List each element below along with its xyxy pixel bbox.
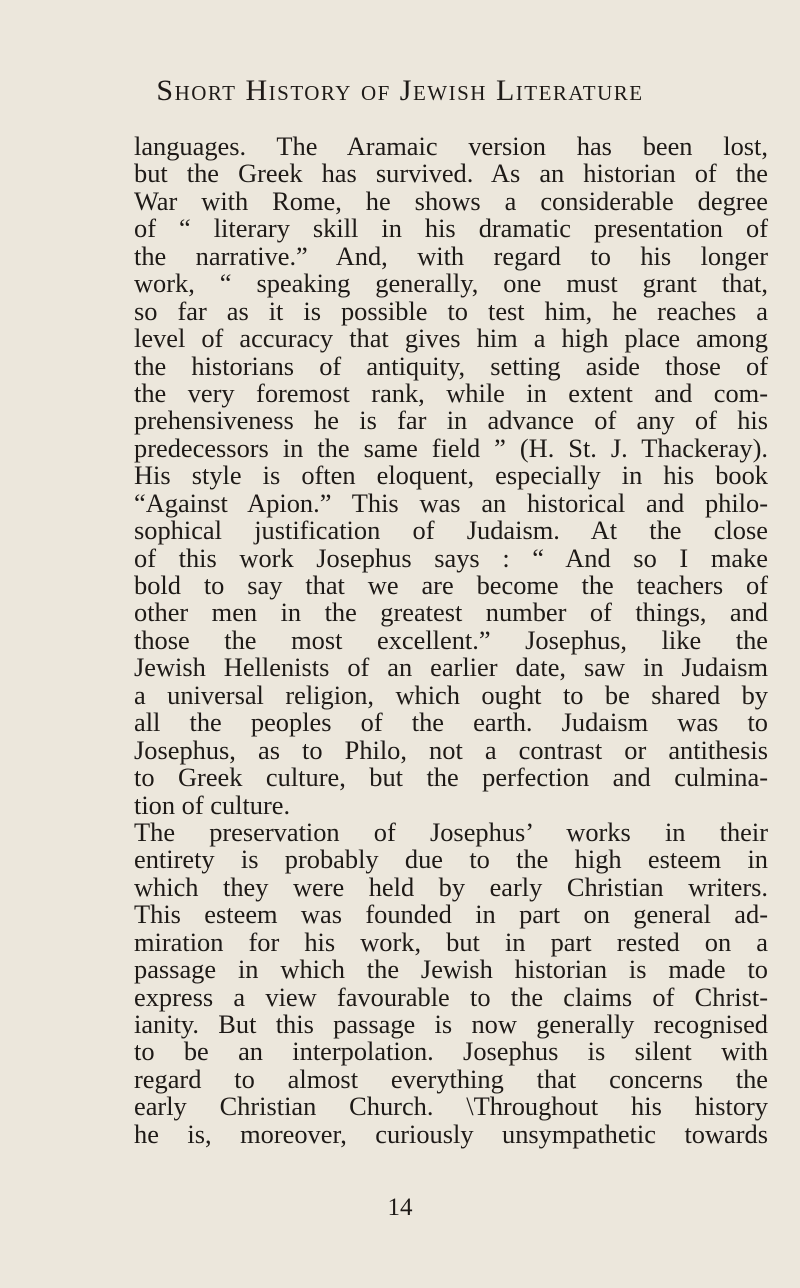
text-line: of this work Josephus says : “ And so I make xyxy=(134,542,768,573)
text-line: work, “ speaking generally, one must grant that, xyxy=(134,268,768,299)
text-line: prehensiveness he is far in advance of any of his xyxy=(134,405,768,436)
text-line: other men in the greatest number of things, and xyxy=(134,597,768,628)
text-line: predecessors in the same field ” (H. St. J. Thackeray). xyxy=(134,432,768,463)
text-line: a universal religion, which ought to be shared by xyxy=(134,679,768,710)
text-line: tion of culture. xyxy=(134,789,291,820)
text-line: the historians of antiquity, setting aside those of xyxy=(134,350,768,381)
body-text xyxy=(134,133,768,1148)
text-line: sophical justification of Judaism. At the close xyxy=(134,515,768,546)
text-line: all the peoples of the earth. Judaism was to xyxy=(134,707,768,738)
text-line: he is, moreover, curiously unsympathetic towards xyxy=(134,1118,768,1149)
text-line: to be an interpolation. Josephus is silent with xyxy=(134,1036,768,1067)
text-line: which they were held by early Christian writers. xyxy=(134,871,768,902)
text-line: Josephus, as to Philo, not a contrast or antithesis xyxy=(134,734,768,765)
text-line: languages. The Aramaic version has been lost, xyxy=(134,131,768,161)
text-line: entirety is probably due to the high esteem in xyxy=(134,844,768,875)
text-line: the very foremost rank, while in extent and com- xyxy=(134,377,768,408)
text-line: the narrative.” And, with regard to his longer xyxy=(134,240,768,271)
text-line: The preservation of Josephus’ works in their xyxy=(134,816,768,847)
text-line: miration for his work, but in part rested on a xyxy=(134,926,768,957)
text-line: of “ literary skill in his dramatic presentation of xyxy=(134,213,768,244)
text-line: level of accuracy that gives him a high place among xyxy=(134,323,768,354)
text-line: War with Rome, he shows a considerable degree xyxy=(134,185,768,216)
page-number: 14 xyxy=(387,1194,413,1221)
text-line: those the most excellent.” Josephus, like the xyxy=(134,624,768,655)
text-line: ianity. But this passage is now generally recognised xyxy=(134,1009,768,1039)
text-line: but the Greek has survived. As an historian of the xyxy=(134,158,768,189)
text-line: passage in which the Jewish historian is made to xyxy=(134,954,768,985)
text-line: express a view favourable to the claims of Christ- xyxy=(134,981,768,1012)
text-line: to Greek culture, but the perfection and culmina- xyxy=(134,762,768,793)
text-line: regard to almost everything that concerns the xyxy=(134,1063,768,1094)
text-line: Jewish Hellenists of an earlier date, saw in Judaism xyxy=(134,652,768,683)
text-line: so far as it is possible to test him, he reaches a xyxy=(134,295,768,326)
running-head: Short History of Jewish Literature xyxy=(156,74,644,107)
text-line: His style is often eloquent, especially in his book xyxy=(134,460,768,491)
text-line: early Christian Church. \Throughout his history xyxy=(134,1091,768,1122)
text-line: “Against Apion.” This was an historical and philo- xyxy=(134,487,768,518)
text-line: bold to say that we are become the teachers of xyxy=(134,570,768,600)
text-line: This esteem was founded in part on general ad- xyxy=(134,899,768,930)
